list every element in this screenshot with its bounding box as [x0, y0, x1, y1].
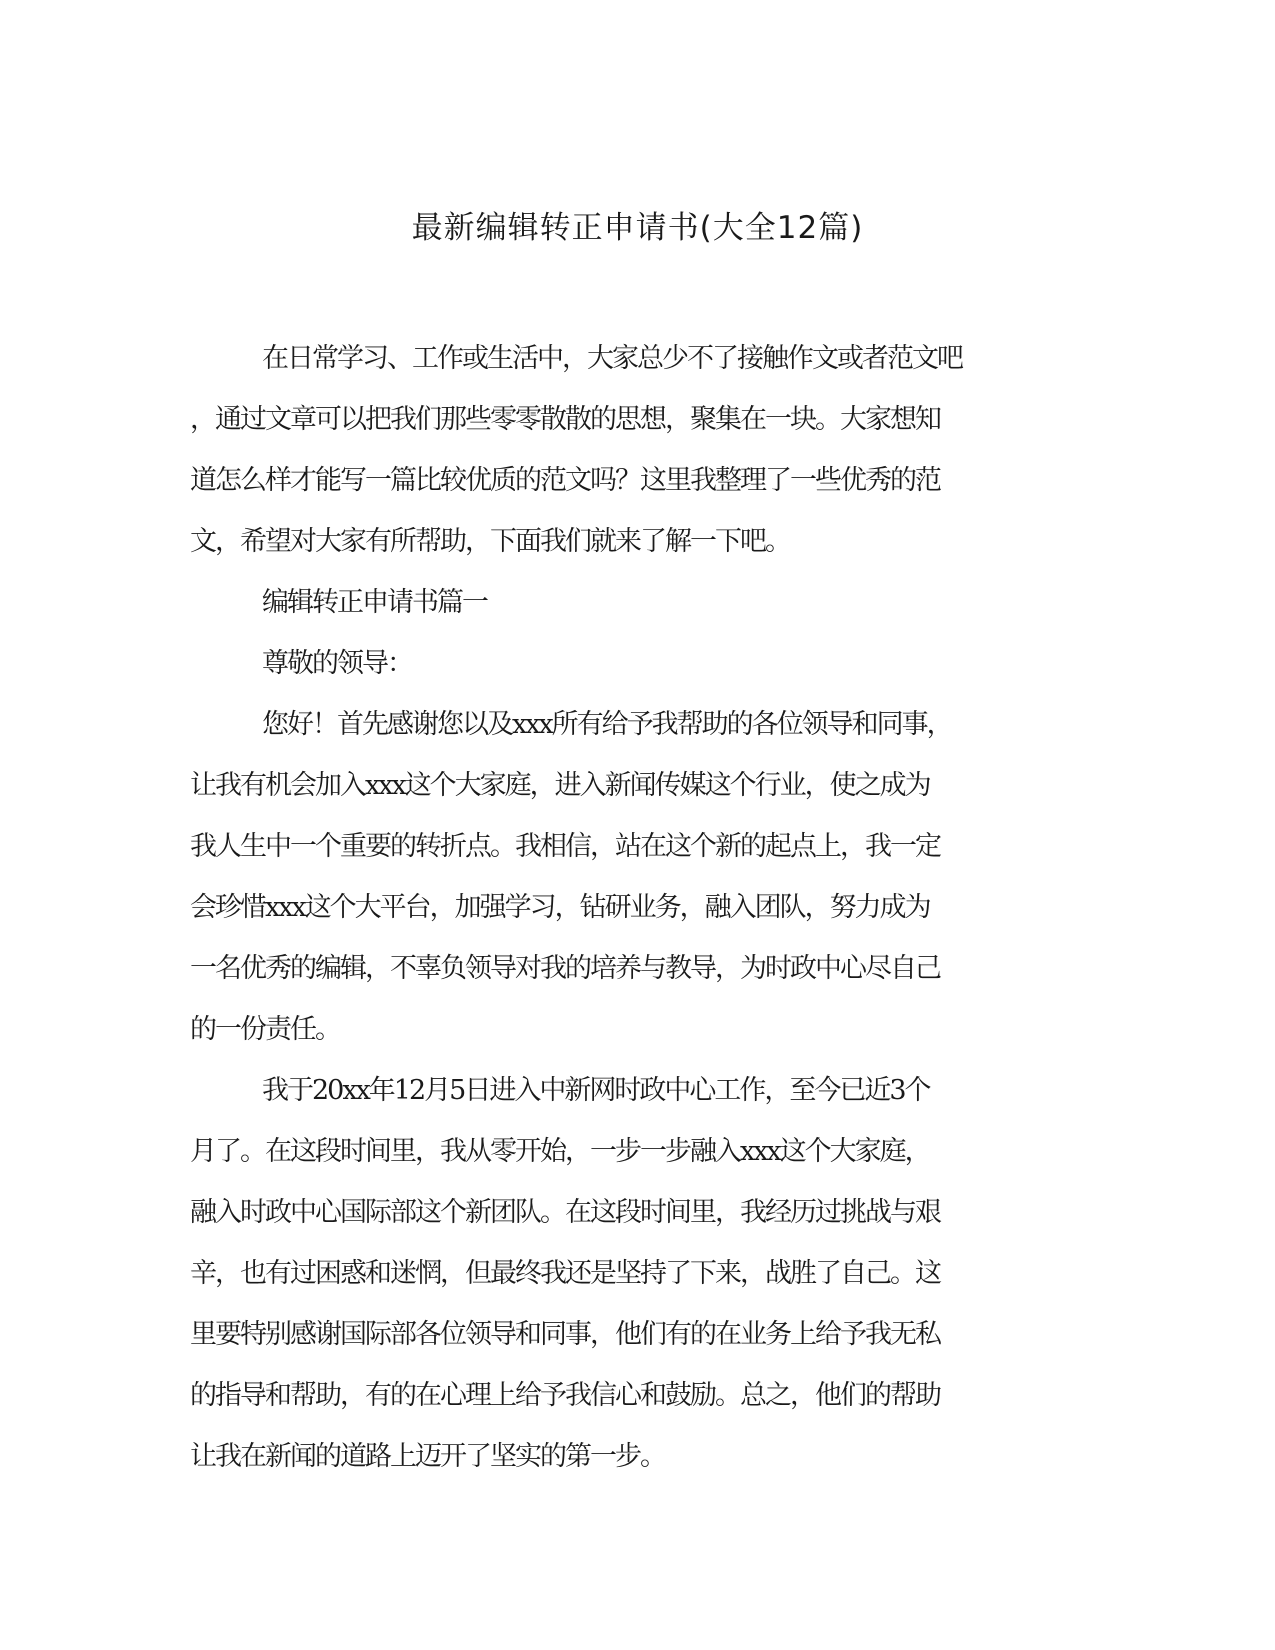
text-line: 融入时政中心国际部这个新团队。在这段时间里，我经历过挑战与艰: [190, 1197, 940, 1228]
text-line: 一名优秀的编辑，不辜负领导对我的培养与教导，为时政中心尽自己: [190, 953, 940, 984]
document-body: [190, 328, 1070, 1487]
text-line: 让我有机会加入xxx这个大家庭，进入新闻传媒这个行业，使之成为: [190, 770, 930, 801]
text-line: 里要特别感谢国际部各位领导和同事，他们有的在业务上给予我无私: [190, 1319, 940, 1350]
text-line: ，通过文章可以把我们那些零零散散的思想，聚集在一块。大家想知: [190, 404, 940, 435]
text-line: 您好！首先感谢您以及xxx所有给予我帮助的各位领导和同事，: [262, 709, 952, 740]
text-line: 道怎么样才能写一篇比较优质的范文吗？这里我整理了一些优秀的范: [190, 465, 940, 496]
text-line: 会珍惜xxx这个大平台，加强学习，钻研业务，融入团队，努力成为: [190, 892, 930, 923]
text-line: 让我在新闻的道路上迈开了坚实的第一步。: [190, 1441, 665, 1472]
text-line: 文，希望对大家有所帮助，下面我们就来了解一下吧。: [190, 526, 790, 557]
text-line: 的一份责任。: [190, 1014, 340, 1045]
text-line: 编辑转正申请书篇一: [262, 587, 487, 618]
document-title: 最新编辑转正申请书(大全12篇): [411, 210, 864, 246]
text-line: 辛，也有过困惑和迷惘，但最终我还是坚持了下来，战胜了自己。这: [190, 1258, 940, 1289]
text-line: 我于20xx年12月5日进入中新网时政中心工作，至今已近3个: [262, 1075, 930, 1106]
text-line: 的指导和帮助，有的在心理上给予我信心和鼓励。总之，他们的帮助: [190, 1380, 940, 1411]
text-line: 月了。在这段时间里，我从零开始，一步一步融入xxx这个大家庭，: [190, 1136, 930, 1167]
text-line: 我人生中一个重要的转折点。我相信，站在这个新的起点上，我一定: [190, 831, 940, 862]
text-line: 在日常学习、工作或生活中，大家总少不了接触作文或者范文吧: [262, 343, 962, 374]
text-line: 尊敬的领导：: [262, 648, 412, 679]
